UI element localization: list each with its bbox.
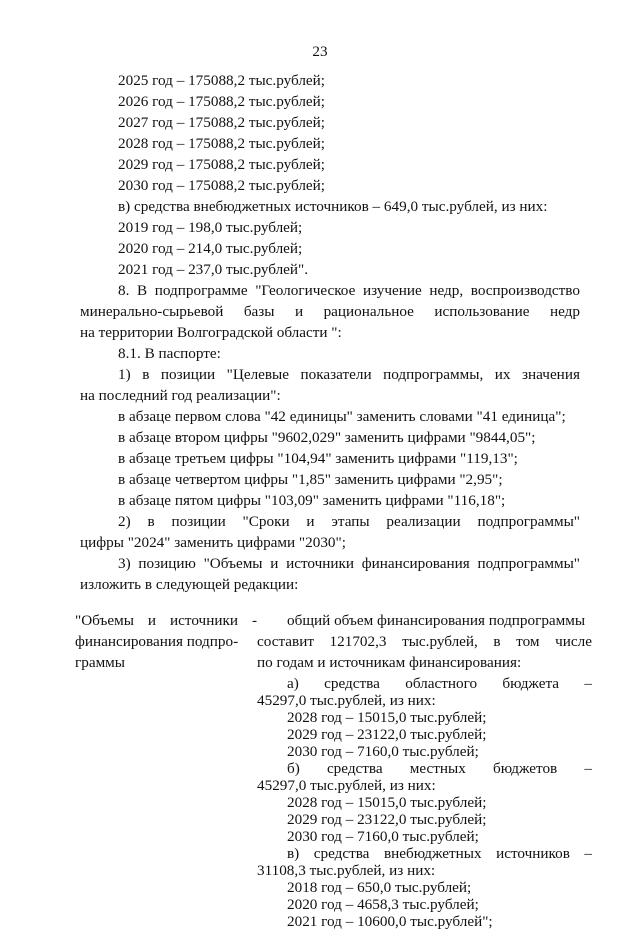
paragraph-8-1: 8.1. В паспорте: — [118, 345, 221, 362]
local-budget-line-1: б) средства местных бюджетов – — [287, 760, 592, 777]
local-budget-2030: 2030 год – 7160,0 тыс.рублей; — [287, 828, 479, 845]
local-budget-2028: 2028 год – 15015,0 тыс.рублей; — [287, 794, 487, 811]
item-3-line-2: изложить в следующей редакции: — [80, 576, 299, 593]
regional-budget-line-1: а) средства областного бюджета – — [287, 675, 592, 692]
paragraph-fifth-change: в абзаце пятом цифры "103,09" заменить цифрами "116,18"; — [118, 492, 506, 509]
item-2-line-2: цифры "2024" заменить цифрами "2030"; — [80, 534, 346, 551]
funding-year-2025: 2025 год – 175088,2 тыс.рублей; — [118, 72, 326, 89]
paragraph-first-change: в абзаце первом слова "42 единицы" заменить словами "41 единица"; — [118, 408, 566, 425]
table-left-line-1: "Объемы и источники - — [75, 612, 257, 629]
regional-budget-2030: 2030 год – 7160,0 тыс.рублей; — [287, 743, 479, 760]
funding-year-2030: 2030 год – 175088,2 тыс.рублей; — [118, 177, 326, 194]
local-budget-line-2: 45297,0 тыс.рублей, из них: — [257, 777, 436, 794]
funding-year-2026: 2026 год – 175088,2 тыс.рублей; — [118, 93, 326, 110]
extrabudgetary-year-2019: 2019 год – 198,0 тыс.рублей; — [118, 219, 303, 236]
local-budget-2029: 2029 год – 23122,0 тыс.рублей; — [287, 811, 487, 828]
total-funding-line-3: по годам и источникам финансирования: — [257, 654, 522, 671]
funding-year-2029: 2029 год – 175088,2 тыс.рублей; — [118, 156, 326, 173]
extrabudgetary-sources-2021: 2021 год – 10600,0 тыс.рублей"; — [287, 913, 493, 930]
extrabudgetary-header: в) средства внебюджетных источников – 649,0 тыс.рублей, из них: — [118, 198, 548, 215]
total-funding-line-1: общий объем финансирования подпрограммы — [287, 612, 586, 629]
extrabudgetary-sources-line-1: в) средства внебюджетных источников – — [287, 845, 592, 862]
paragraph-8-line-2: минерально-сырьевой базы и рациональное использование недр — [80, 303, 580, 320]
extrabudgetary-year-2021: 2021 год – 237,0 тыс.рублей". — [118, 261, 309, 278]
extrabudgetary-year-2020: 2020 год – 214,0 тыс.рублей; — [118, 240, 303, 257]
extrabudgetary-sources-line-2: 31108,3 тыс.рублей, из них: — [257, 862, 436, 879]
paragraph-8-line-1: 8. В подпрограмме "Геологическое изучение недр, воспроизводство — [118, 282, 580, 299]
extrabudgetary-sources-2018: 2018 год – 650,0 тыс.рублей; — [287, 879, 472, 896]
table-left-line-2: финансирования подпро- — [75, 633, 239, 650]
item-3-line-1: 3) позицию "Объемы и источники финансирования подпрограммы" — [118, 555, 580, 572]
funding-year-2027: 2027 год – 175088,2 тыс.рублей; — [118, 114, 326, 131]
item-1-line-2: на последний год реализации": — [80, 387, 281, 404]
paragraph-8-line-3: на территории Волгоградской области ": — [80, 324, 342, 341]
regional-budget-2029: 2029 год – 23122,0 тыс.рублей; — [287, 726, 487, 743]
extrabudgetary-sources-2020: 2020 год – 4658,3 тыс.рублей; — [287, 896, 479, 913]
item-2-line-1: 2) в позиции "Сроки и этапы реализации подпрограммы" — [118, 513, 580, 530]
funding-year-2028: 2028 год – 175088,2 тыс.рублей; — [118, 135, 326, 152]
item-1-line-1: 1) в позиции "Целевые показатели подпрограммы, их значения — [118, 366, 580, 383]
table-left-line-3: граммы — [75, 654, 125, 671]
regional-budget-2028: 2028 год – 15015,0 тыс.рублей; — [287, 709, 487, 726]
paragraph-second-change: в абзаце втором цифры "9602,029" заменить цифрами "9844,05"; — [118, 429, 536, 446]
regional-budget-line-2: 45297,0 тыс.рублей, из них: — [257, 692, 436, 709]
total-funding-line-2: составит 121702,3 тыс.рублей, в том числе — [257, 633, 592, 650]
paragraph-fourth-change: в абзаце четвертом цифры "1,85" заменить цифрами "2,95"; — [118, 471, 503, 488]
paragraph-third-change: в абзаце третьем цифры "104,94" заменить цифрами "119,13"; — [118, 450, 518, 467]
page-number: 23 — [312, 43, 328, 60]
